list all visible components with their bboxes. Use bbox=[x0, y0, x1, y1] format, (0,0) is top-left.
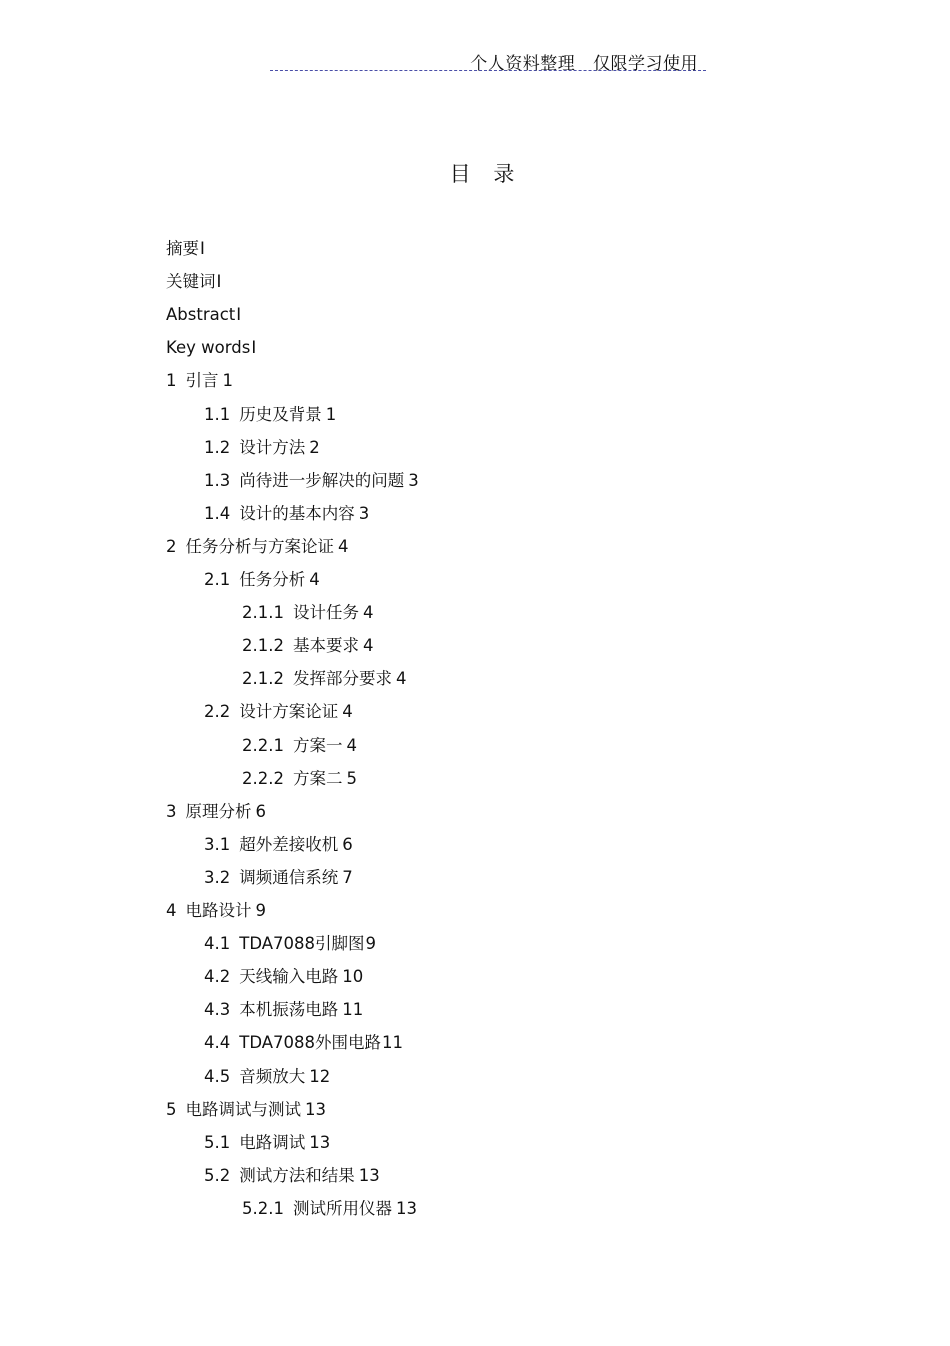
toc-entry-page: 3 bbox=[358, 504, 370, 523]
toc-entry[interactable] bbox=[242, 603, 373, 623]
toc-entry[interactable] bbox=[166, 371, 233, 391]
toc-entry[interactable] bbox=[166, 802, 266, 822]
toc-entry[interactable] bbox=[166, 1100, 326, 1120]
toc-entry-number: 4.4 bbox=[204, 1033, 231, 1052]
toc-entry-number: 4.5 bbox=[204, 1067, 231, 1086]
toc-entry-title: 方案一 bbox=[292, 736, 343, 755]
toc-entry[interactable] bbox=[166, 338, 256, 358]
toc-entry-title: 引言 bbox=[185, 371, 219, 390]
toc-entry-number: 2.1.2 bbox=[242, 636, 284, 655]
toc-entry[interactable] bbox=[166, 537, 349, 557]
toc-entry-page: 1 bbox=[325, 405, 337, 424]
toc-entry[interactable] bbox=[204, 405, 336, 425]
toc-entry[interactable] bbox=[204, 438, 320, 458]
toc-entry-number: 3.2 bbox=[204, 868, 231, 887]
toc-entry-page: I bbox=[216, 272, 222, 291]
toc-entry-title: 方案二 bbox=[292, 769, 343, 788]
toc-entry-title: 设计方法 bbox=[239, 438, 306, 457]
toc-entry-number: 5.1 bbox=[204, 1133, 231, 1152]
toc-entry-title: 摘要 bbox=[166, 239, 199, 258]
toc-entry-title: 超外差接收机 bbox=[239, 835, 339, 854]
toc-entry-title: 尚待进一步解决的问题 bbox=[239, 471, 405, 490]
toc-entry[interactable] bbox=[204, 1033, 403, 1053]
toc-entry-page: 10 bbox=[342, 967, 364, 986]
toc-entry-title: 本机振荡电路 bbox=[239, 1000, 339, 1019]
toc-entry-page: 11 bbox=[382, 1033, 404, 1052]
toc-entry-page: 6 bbox=[342, 835, 353, 854]
toc-entry-number: 2.2.1 bbox=[242, 736, 284, 755]
toc-entry-number: 4.2 bbox=[204, 967, 231, 986]
toc-entry[interactable] bbox=[166, 272, 221, 292]
toc-entry-title: Key words bbox=[166, 338, 251, 357]
toc-entry-page: 4 bbox=[342, 702, 353, 721]
toc-entry-page: 13 bbox=[309, 1133, 331, 1152]
toc-entry[interactable] bbox=[204, 1166, 380, 1186]
toc-entry-title: 设计方案论证 bbox=[239, 702, 339, 721]
toc-entry-number: 4.3 bbox=[204, 1000, 231, 1019]
toc-entry-page: 13 bbox=[305, 1100, 326, 1119]
toc-entry-title: TDA7088外围电路 bbox=[239, 1033, 382, 1052]
toc-entry-title: 电路调试 bbox=[239, 1133, 306, 1152]
toc-entry-page: 11 bbox=[342, 1000, 364, 1019]
toc-entry-number: 2.2.2 bbox=[242, 769, 284, 788]
toc-entry[interactable] bbox=[242, 669, 406, 689]
toc-entry-page: 4 bbox=[346, 736, 357, 755]
toc-entry[interactable] bbox=[166, 239, 205, 259]
toc-entry-number: 2 bbox=[166, 537, 177, 556]
toc-entry[interactable] bbox=[204, 1067, 330, 1087]
toc-entry-page: 13 bbox=[395, 1199, 417, 1218]
toc-entry-number: 2.2 bbox=[204, 702, 231, 721]
toc-entry-title: 调频通信系统 bbox=[239, 868, 339, 887]
toc-entry-page: 13 bbox=[358, 1166, 380, 1185]
toc-entry-title: 历史及背景 bbox=[239, 405, 322, 424]
toc-entry-number: 2.1.1 bbox=[242, 603, 284, 622]
toc-entry[interactable] bbox=[242, 1199, 417, 1219]
toc-entry-number: 3.1 bbox=[204, 835, 231, 854]
toc-entry-number: 1.3 bbox=[204, 471, 231, 490]
toc-entry[interactable] bbox=[204, 702, 353, 722]
toc-entry-title: 任务分析与方案论证 bbox=[185, 537, 334, 556]
toc-entry-title: 设计的基本内容 bbox=[239, 504, 355, 523]
toc-entry[interactable] bbox=[204, 570, 320, 590]
toc-entry-title: 任务分析 bbox=[239, 570, 306, 589]
toc-entry[interactable] bbox=[242, 736, 357, 756]
toc-entry[interactable] bbox=[204, 967, 363, 987]
toc-entry-page: I bbox=[236, 305, 242, 324]
toc-entry-number: 1.2 bbox=[204, 438, 231, 457]
toc-entry-page: I bbox=[200, 239, 205, 258]
toc-entry-number: 4.1 bbox=[204, 934, 231, 953]
toc-entry-page: 5 bbox=[346, 769, 357, 788]
toc-entry-page: 4 bbox=[395, 669, 407, 688]
toc-entry-title: 天线输入电路 bbox=[239, 967, 339, 986]
toc-entry-title: Abstract bbox=[166, 305, 236, 324]
toc-entry[interactable] bbox=[204, 934, 376, 954]
toc-entry-number: 1.1 bbox=[204, 405, 231, 424]
toc-entry-title: 电路设计 bbox=[185, 901, 252, 920]
toc-entry-page: 6 bbox=[255, 802, 266, 821]
toc-entry-number: 1.4 bbox=[204, 504, 231, 523]
toc-entry-page: 4 bbox=[362, 603, 374, 622]
toc-entry-title: 原理分析 bbox=[185, 802, 252, 821]
toc-entry-title: 音频放大 bbox=[239, 1067, 306, 1086]
toc-entry[interactable] bbox=[204, 868, 353, 888]
toc-entry[interactable] bbox=[204, 504, 369, 524]
toc-entry-page: 4 bbox=[362, 636, 374, 655]
toc-entry[interactable] bbox=[204, 1133, 330, 1153]
toc-entry-number: 1 bbox=[166, 371, 177, 390]
toc-entry[interactable] bbox=[166, 305, 241, 325]
toc-entry-title: 发挥部分要求 bbox=[292, 669, 392, 688]
toc-entry-title: TDA7088引脚图 bbox=[239, 934, 365, 953]
header-text: 个人资料整理 仅限学习使用 bbox=[470, 54, 698, 74]
toc-entry-title: 基本要求 bbox=[292, 636, 359, 655]
toc-entry[interactable] bbox=[242, 636, 373, 656]
page-header bbox=[270, 48, 706, 74]
toc-entry-page: 3 bbox=[408, 471, 419, 490]
toc-entry-page: 9 bbox=[365, 934, 377, 953]
toc-entry-page: 4 bbox=[338, 537, 349, 556]
toc-entry-page: I bbox=[251, 338, 257, 357]
toc-entry[interactable] bbox=[166, 901, 266, 921]
toc-entry-title: 测试方法和结果 bbox=[239, 1166, 355, 1185]
toc-entry-number: 5.2 bbox=[204, 1166, 231, 1185]
toc-entry-page: 9 bbox=[255, 901, 266, 920]
toc-entry[interactable] bbox=[204, 471, 419, 491]
toc-entry-title: 电路调试与测试 bbox=[185, 1100, 301, 1119]
toc-entry-page: 7 bbox=[342, 868, 353, 887]
toc-entry-number: 3 bbox=[166, 802, 177, 821]
toc-entry[interactable] bbox=[242, 769, 357, 789]
toc-title: 目 录 bbox=[449, 162, 523, 186]
toc-entry-title: 关键词 bbox=[166, 272, 216, 291]
toc-entry[interactable] bbox=[204, 1000, 363, 1020]
toc-entry[interactable] bbox=[204, 835, 353, 855]
toc-entry-number: 2.1.2 bbox=[242, 669, 284, 688]
toc-entry-page: 12 bbox=[309, 1067, 331, 1086]
toc-entry-title: 设计任务 bbox=[292, 603, 359, 622]
toc-entry-title: 测试所用仪器 bbox=[292, 1199, 392, 1218]
toc-entry-number: 2.1 bbox=[204, 570, 231, 589]
toc-entry-number: 5 bbox=[166, 1100, 177, 1119]
toc-entry-page: 4 bbox=[309, 570, 320, 589]
toc-entry-number: 4 bbox=[166, 901, 177, 920]
toc-entry-number: 5.2.1 bbox=[242, 1199, 284, 1218]
toc-entry-page: 2 bbox=[309, 438, 320, 457]
toc-entry-page: 1 bbox=[222, 371, 233, 390]
